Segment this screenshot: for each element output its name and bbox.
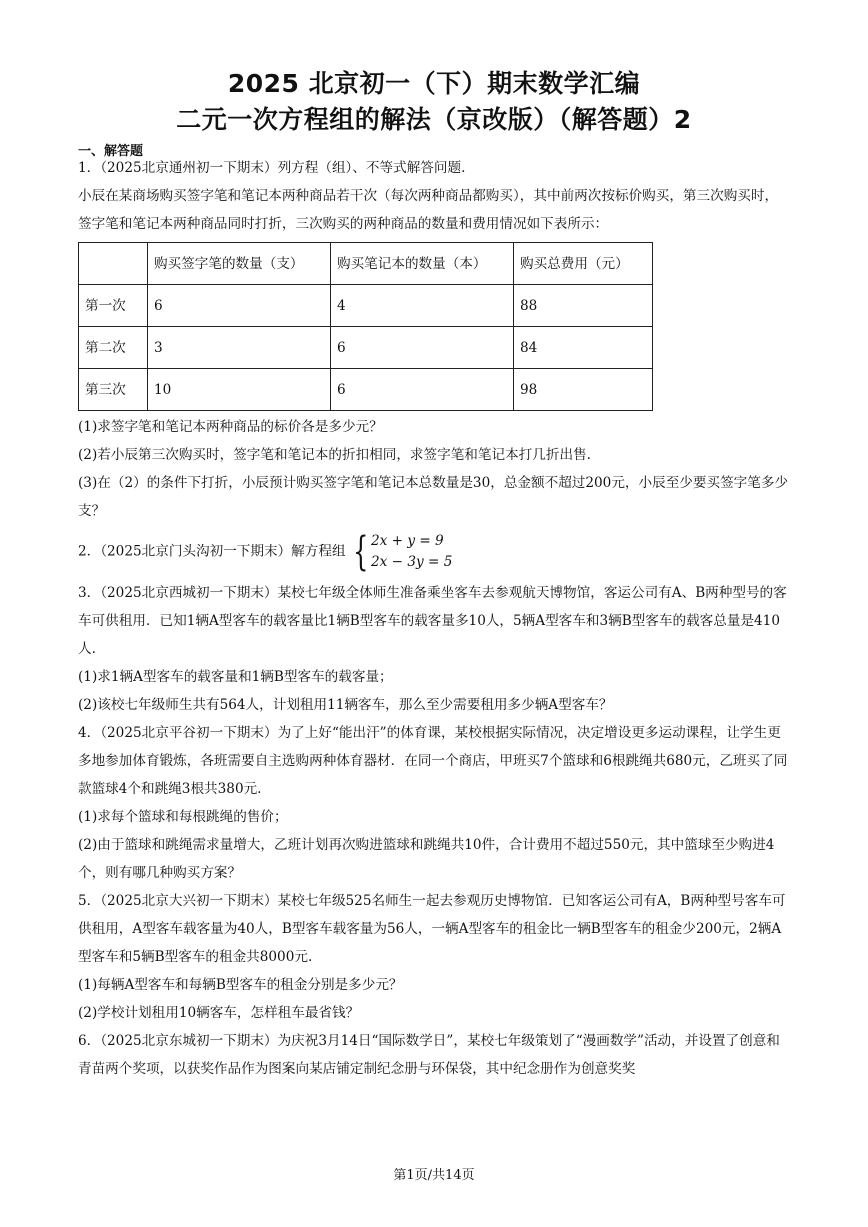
- q4-part1: (1)求每个篮球和每根跳绳的售价；: [78, 809, 288, 825]
- q4-part2: (2)由于篮球和跳绳需求量增大，乙班计划再次购进篮球和跳绳共10件，合计费用不超过550元，其中篮球至少购进4个，则有哪几种购买方案？: [78, 837, 775, 881]
- table-header-cell: 购买总费用（元）: [514, 243, 653, 285]
- q1-text: 小辰在某商场购买签字笔和笔记本两种商品若干次（每次两种商品都购买），其中前两次按标价购买，第三次购买时，签字笔和笔记本两种商品同时打折，三次购买的两种商品的数量和费用情况如下表所示：: [78, 188, 779, 232]
- table-header-cell: 购买签字笔的数量（支）: [148, 243, 331, 285]
- table-row: [79, 369, 653, 411]
- q3-part1: (1)求1辆A型客车的载客量和1辆B型客车的载客量；: [78, 669, 393, 685]
- q1-part3: (3)在（2）的条件下打折，小辰预计购买签字笔和笔记本总数量是30，总金额不超过200元，小辰至少要买签字笔多少支？: [78, 475, 789, 519]
- q2-stem: 2．（2025北京门头沟初一下期末）解方程组: [78, 543, 346, 560]
- left-brace-icon: {: [352, 529, 368, 575]
- q6-stem: 6．（2025北京东城初一下期末）为庆祝3月14日“国际数学日”，某校七年级策划了“漫画数学”活动，并设置了创意和青苗两个奖项，以获奖作品作为图案向某店铺定制纪念册与环保袋，其中纪念册作为创意奖奖: [78, 1033, 780, 1077]
- table-header-cell: 购买笔记本的数量（本）: [331, 243, 514, 285]
- equation-2: 2x − 3y = 5: [371, 554, 453, 570]
- table-cell: 6: [148, 285, 331, 327]
- table-cell: 第二次: [79, 327, 148, 369]
- table-row: [79, 327, 653, 369]
- page-footer: 第1页/共14页: [393, 1168, 475, 1183]
- q3-stem: 3．（2025北京西城初一下期末）某校七年级全体师生准备乘坐客车去参观航天博物馆，客运公司有A、B两种型号的客车可供租用．已知1辆A型客车的载客量比1辆B型客车的载客量多10人，5辆A型客车和3辆B型客车的载客总量是410人.: [78, 585, 787, 657]
- q5-part2: (2)学校计划租用10辆客车，怎样租车最省钱？: [78, 1005, 360, 1021]
- q1-table: [78, 242, 653, 411]
- q5-stem: 5．（2025北京大兴初一下期末）某校七年级525名师生一起去参观历史博物馆．已知客运公司有A，B两种型号客车可供租用，A型客车载客量为40人，B型客车载客量为56人，一辆A型客车的租金比一辆B型客车的租金少200元，2辆A型客车和5辆B型客车的租金共8000元.: [78, 893, 786, 965]
- table-cell: 84: [514, 327, 653, 369]
- table-cell: 6: [331, 327, 514, 369]
- table-header-cell: [79, 243, 148, 285]
- table-header-row: [79, 243, 653, 285]
- table-cell: 第一次: [79, 285, 148, 327]
- q1-part2: (2)若小辰第三次购买时，签字笔和笔记本的折扣相同，求签字笔和笔记本打几折出售.: [78, 447, 591, 463]
- section-heading: 一、解答题: [78, 144, 144, 159]
- page-title-line1: 2025 北京初一（下）期末数学汇编: [227, 69, 641, 98]
- q1-stem: 1．（2025北京通州初一下期末）列方程（组）、不等式解答问题.: [78, 160, 466, 176]
- q2: [78, 531, 790, 573]
- table-cell: 10: [148, 369, 331, 411]
- questions-body: [78, 154, 790, 1083]
- table-cell: 6: [331, 369, 514, 411]
- table-row: [79, 285, 653, 327]
- table-cell: 88: [514, 285, 653, 327]
- q3-part2: (2)该校七年级师生共有564人，计划租用11辆客车，那么至少需要租用多少辆A型客车？: [78, 697, 613, 713]
- table-cell: 98: [514, 369, 653, 411]
- table-cell: 3: [148, 327, 331, 369]
- page-title-line2: 二元一次方程组的解法（京改版）（解答题）2: [176, 105, 692, 134]
- q1-part1: (1)求签字笔和笔记本两种商品的标价各是多少元？: [78, 419, 383, 435]
- equation-system: [348, 531, 453, 573]
- table-cell: 第三次: [79, 369, 148, 411]
- q5-part1: (1)每辆A型客车和每辆B型客车的租金分别是多少元？: [78, 977, 403, 993]
- table-cell: 4: [331, 285, 514, 327]
- q4-stem: 4．（2025北京平谷初一下期末）为了上好“能出汗”的体育课，某校根据实际情况，决定增设更多运动课程，让学生更多地参加体育锻炼，各班需要自主选购两种体育器材．在同一个商店，甲班买7个篮球和6根跳绳共680元，乙班买了同款篮球4个和跳绳3根共380元.: [78, 725, 788, 797]
- equation-1: 2x + y = 9: [371, 533, 444, 549]
